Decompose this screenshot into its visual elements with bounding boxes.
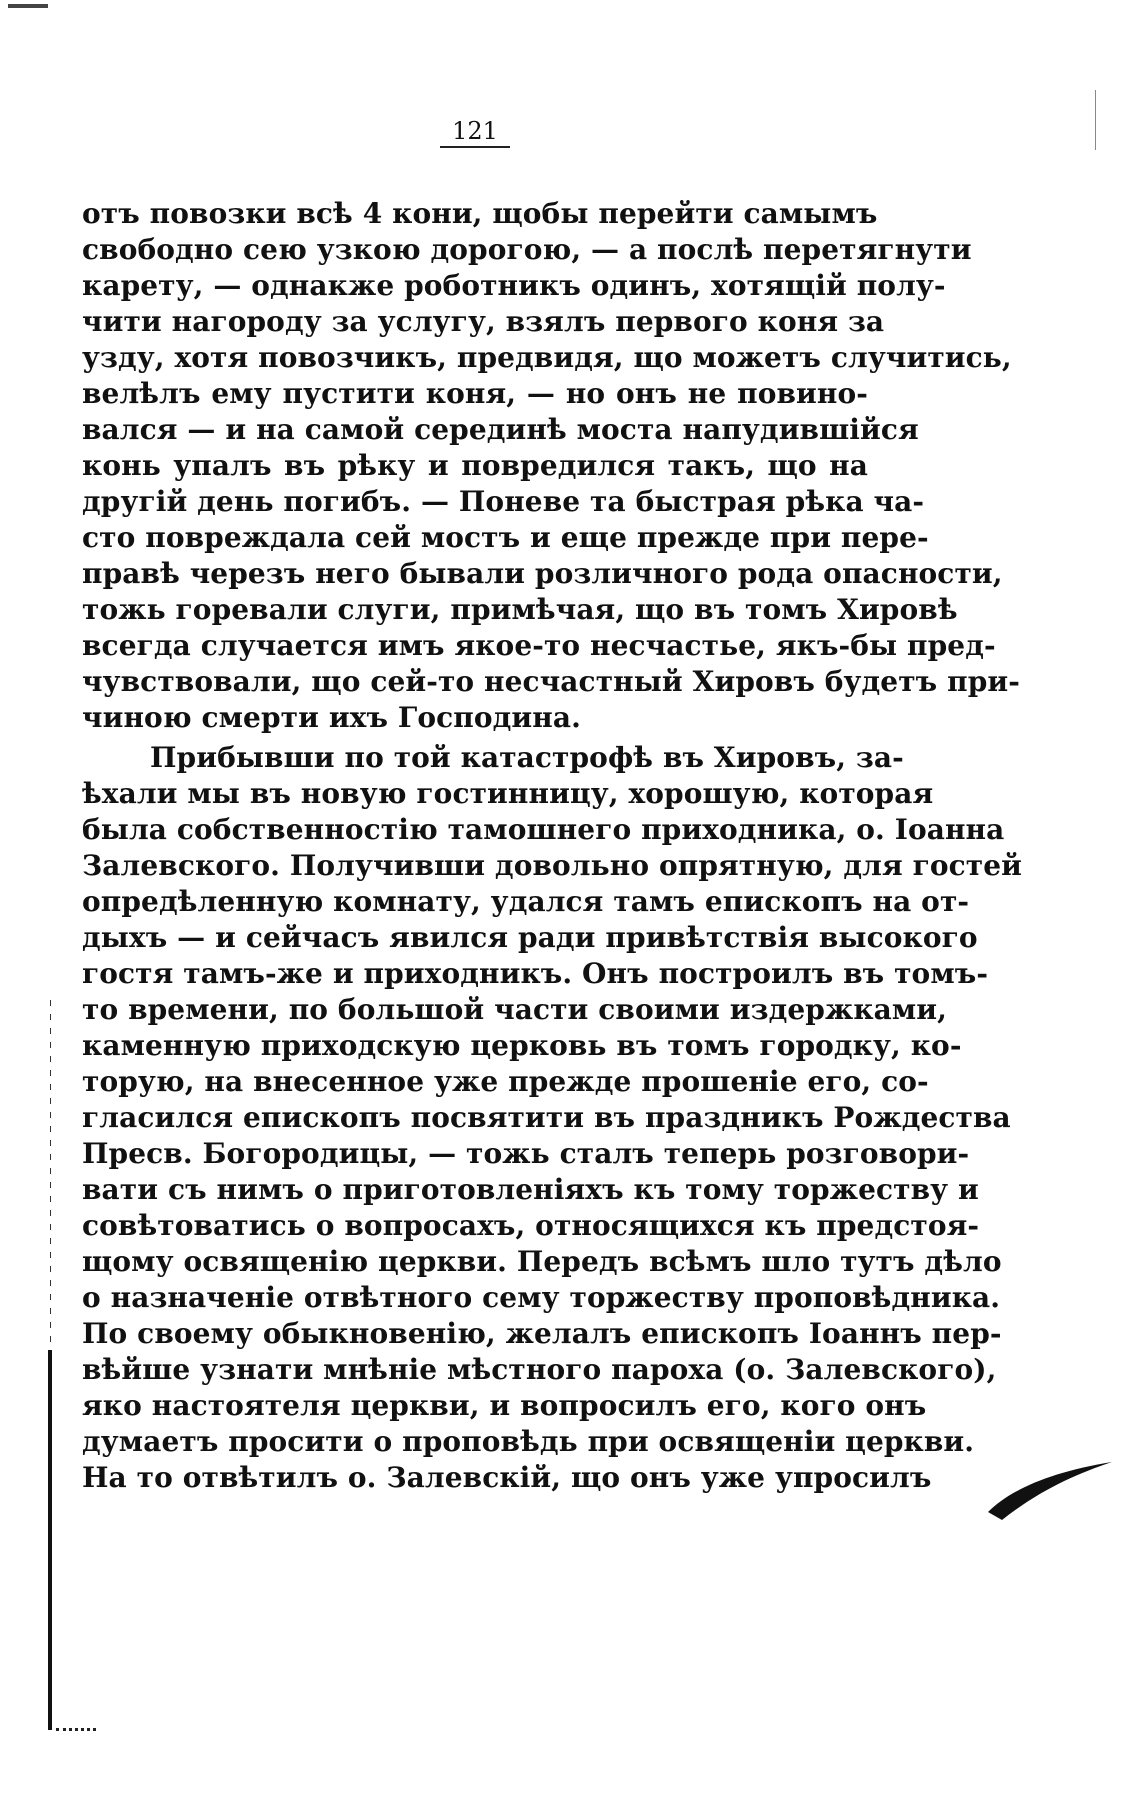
text-line: чити нагороду за услугу, взялъ первого коня за [82,305,885,338]
text-line: то времени, по большой части своими издержками, [82,993,948,1026]
text-line: отъ повозки всѣ 4 кони, щобы перейти самымъ [82,197,878,230]
text-line: о назначеніе отвѣтного сему торжеству проповѣдника. [82,1281,1001,1314]
binding-edge [48,1350,52,1730]
text-line: гласился епископъ посвятити въ праздникъ Рождества [82,1101,1011,1134]
text-line: узду, хотя повозчикъ, предвидя, що можетъ случитись, [82,341,1012,374]
text-line: Залевского. Получивши довольно опрятную, для гостей [82,849,1023,882]
text-line: была собственностію тамошнего приходника, о. Іоанна [82,813,1005,846]
ink-stroke-mark [980,1450,1120,1530]
text-line: конь упалъ въ рѣку и повредился такъ, що на [82,449,868,482]
text-line: правѣ черезъ него бывали розличного рода опасности, [82,557,1003,590]
text-line: другій день погибъ. — Поневе та быстрая рѣка ча- [82,485,925,518]
text-line: дыхъ — и сейчасъ явился ради привѣтствія высокого [82,921,978,954]
text-line: каменную приходскую церковь въ томъ городку, ко- [82,1029,962,1062]
binding-shadow [50,1000,51,1350]
scan-artifact-top [8,4,48,8]
scan-artifact-bottom [56,1720,96,1731]
text-line: гостя тамъ-же и приходникъ. Онъ построилъ въ томъ- [82,957,989,990]
text-line: По своему обыкновенію, желалъ епископъ Іоаннъ пер- [82,1317,1002,1350]
text-line: сто повреждала сей мостъ и еще прежде при пере- [82,521,929,554]
text-line: щому освященію церкви. Передъ всѣмъ шло тутъ дѣло [82,1245,1002,1278]
scan-artifact-right-edge [1095,90,1096,150]
text-line: свободно сею узкою дорогою, — а послѣ перетягнути [82,233,972,266]
text-line: чиною смерти ихъ Господина. [82,701,581,734]
text-line: всегда случается имъ якое-то несчастье, якъ-бы пред- [82,629,996,662]
text-line: торую, на внесенное уже прежде прошеніе его, со- [82,1065,929,1098]
body-text [82,196,1023,1496]
text-line: Пресв. Богородицы, — тожь сталъ теперь розговори- [82,1137,970,1170]
page-number: 121 [440,118,510,148]
text-line: чувствовали, що сей-то несчастный Хировъ будетъ при- [82,665,1020,698]
text-line: ѣхали мы въ новую гостинницу, хорошую, которая [82,777,934,810]
text-line: Прибывши по той катастрофѣ въ Хировъ, за- [150,741,904,774]
text-line: думаетъ просити о проповѣдь при освященіи церкви. [82,1425,975,1458]
text-line: карету, — однакже роботникъ одинъ, хотящій полу- [82,269,946,302]
text-line: совѣтоватись о вопросахъ, относящихся къ предстоя- [82,1209,980,1242]
text-line: На то отвѣтилъ о. Залевскій, що онъ уже упросилъ [82,1461,932,1494]
text-line: яко настоятеля церкви, и вопросилъ его, кого онъ [82,1389,927,1422]
text-line: вѣйше узнати мнѣніе мѣстного пароха (о. Залевского), [82,1353,997,1386]
text-line: опредѣленную комнату, удался тамъ епископъ на от- [82,885,970,918]
text-line: велѣлъ ему пустити коня, — но онъ не повино- [82,377,868,410]
text-line: вати съ нимъ о приготовленіяхъ къ тому торжеству и [82,1173,979,1206]
text-line: тожь горевали слуги, примѣчая, що въ томъ Хировѣ [82,593,958,626]
text-line: вался — и на самой серединѣ моста напудившійся [82,413,919,446]
